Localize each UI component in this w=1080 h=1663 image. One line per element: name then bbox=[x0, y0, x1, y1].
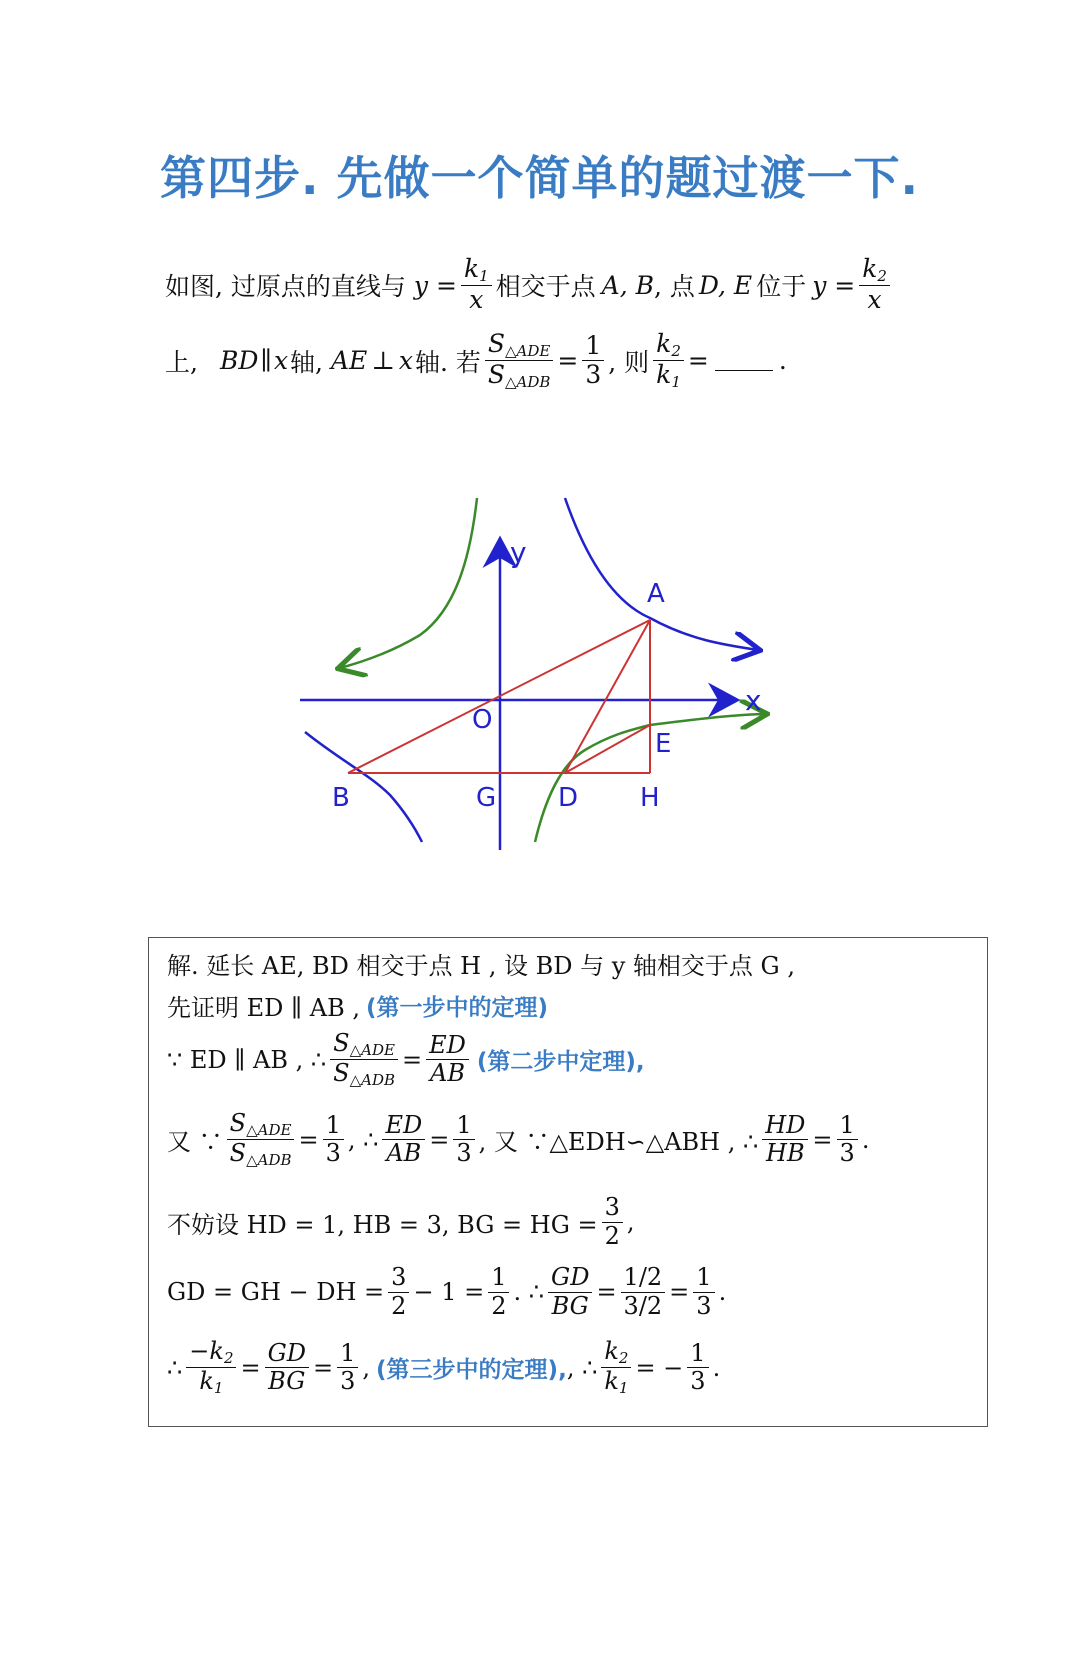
answer-blank bbox=[715, 350, 773, 371]
fraction-k2-x: $\frac{k_2}{x}$ bbox=[859, 255, 890, 315]
problem-text: 相交于点 bbox=[495, 272, 596, 301]
solution-line-3: ∵ ED ∥ AB , ∴ $\frac{S_{\triangle ADE}}{S_{\triangle ADB}}$ = $\frac{ED}{AB}$ (第二步中定理), bbox=[167, 1029, 645, 1090]
problem-text: 位于 bbox=[756, 272, 807, 301]
geometry-figure bbox=[0, 470, 1080, 850]
problem-text: 如图, 过原点的直线与 bbox=[165, 272, 406, 301]
fraction-area-ratio: $\frac{S_{\triangle ADE}}{S_{\triangle ADB}}$ bbox=[485, 330, 554, 392]
curve-k2-quadrant2 bbox=[340, 498, 477, 668]
label-y: y bbox=[510, 536, 527, 569]
problem-text: , 则 bbox=[608, 347, 650, 377]
equals: = bbox=[557, 346, 579, 376]
solution-line-2: 先证明 ED ∥ AB , (第一步中的定理) bbox=[167, 988, 548, 1023]
y-eq: y = bbox=[812, 270, 856, 300]
problem-text: 轴. 若 bbox=[414, 347, 481, 377]
solution-line-5: 不妨设 HD = 1, HB = 3, BG = HG = $\frac{3}{2}$ , bbox=[167, 1193, 635, 1250]
solution-line-7: ∴ $\frac{-k_2}{k_1}$ = $\frac{GD}{BG}$ = $\frac{1}{3}$ , (第三步中的定理), , ∴ $\frac{k_2}{k_1}$ = − $\frac{1}{3}$ . bbox=[167, 1337, 721, 1398]
page-title: 第四步. 先做一个简单的题过渡一下. bbox=[160, 151, 919, 205]
x-var: x bbox=[398, 346, 413, 376]
solution-line-4: 又 ∵ $\frac{S_{\triangle ADE}}{S_{\triangle ADB}}$ = $\frac{1}{3}$ , ∴ $\frac{ED}{AB}$ = $\frac{1}{3}$ , 又 ∵△EDH∽△ABH , ∴ $\frac{HD}{HB}$ = $\frac{1}{3}$ . bbox=[167, 1109, 870, 1170]
solution-line-6: GD = GH − DH = $\frac{3}{2}$ − 1 = $\frac{1}{2}$ . ∴ $\frac{GD}{BG}$ = $\frac{1/2}{3/2}$ = $\frac{1}{3}$ . bbox=[167, 1263, 727, 1320]
curve-k1-quadrant3 bbox=[305, 732, 422, 842]
fraction-k2-k1: $\frac{k_2}{k_1}$ bbox=[653, 330, 684, 392]
perp-sign: ⊥ bbox=[371, 346, 395, 376]
segment-bd: BD bbox=[219, 346, 259, 376]
label-G: G bbox=[476, 783, 497, 813]
solution-line-1: 解. 延长 AE, BD 相交于点 H , 设 BD 与 y 轴相交于点 G , bbox=[167, 952, 795, 980]
theorem-ref-step1: (第一步中的定理) bbox=[365, 995, 548, 1021]
fraction-one-third: $\frac{1}{3}$ bbox=[582, 332, 604, 391]
equals: = bbox=[687, 346, 709, 376]
problem-text: 轴, bbox=[290, 347, 323, 377]
theorem-ref-step2: (第二步中定理), bbox=[476, 1049, 645, 1076]
label-x: x bbox=[745, 684, 762, 717]
y-eq: y = bbox=[413, 270, 457, 300]
solution-box bbox=[148, 937, 988, 1427]
fraction-k1-x: $\frac{k_1}{x}$ bbox=[461, 255, 492, 315]
points-de: D, E bbox=[698, 270, 753, 300]
x-var: x bbox=[273, 346, 289, 376]
theorem-ref-step3: (第三步中的定理), bbox=[376, 1357, 567, 1384]
label-E: E bbox=[655, 729, 672, 759]
period: . bbox=[778, 346, 787, 376]
points-ab: A, B bbox=[601, 270, 654, 300]
parallel-sign: ∥ bbox=[260, 346, 272, 376]
segment-ae: AE bbox=[331, 346, 368, 376]
label-O: O bbox=[472, 705, 493, 735]
label-A: A bbox=[647, 579, 665, 609]
problem-line-1 bbox=[165, 255, 894, 315]
label-H: H bbox=[640, 783, 660, 813]
label-D: D bbox=[558, 783, 579, 813]
problem-text: 上, bbox=[165, 347, 198, 377]
problem-line-2 bbox=[165, 330, 787, 392]
curve-k1-quadrant1 bbox=[565, 498, 758, 650]
label-B: B bbox=[332, 783, 350, 813]
problem-text: , 点 bbox=[653, 272, 695, 301]
